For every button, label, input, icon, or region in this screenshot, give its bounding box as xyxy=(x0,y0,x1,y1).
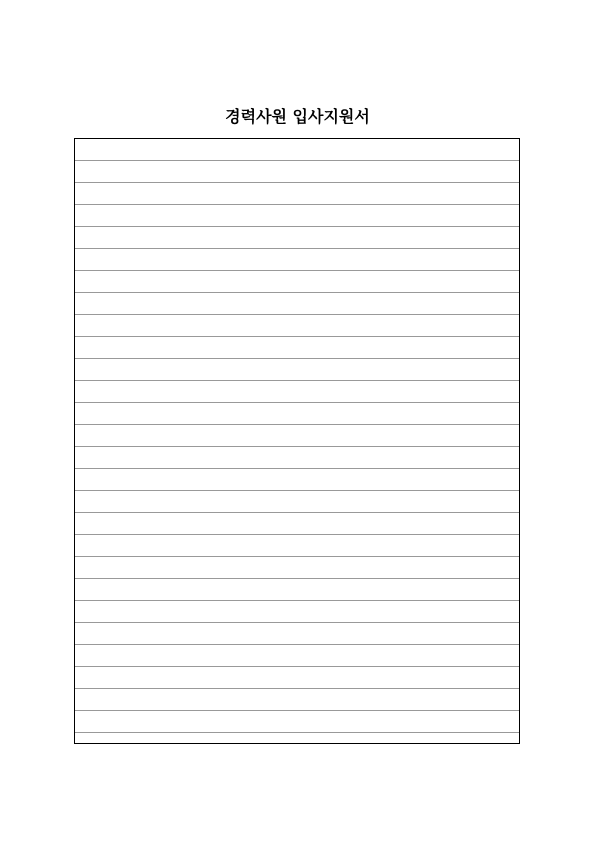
page-title: 경력사원 입사지원서 xyxy=(225,107,370,126)
form-table xyxy=(74,138,520,744)
